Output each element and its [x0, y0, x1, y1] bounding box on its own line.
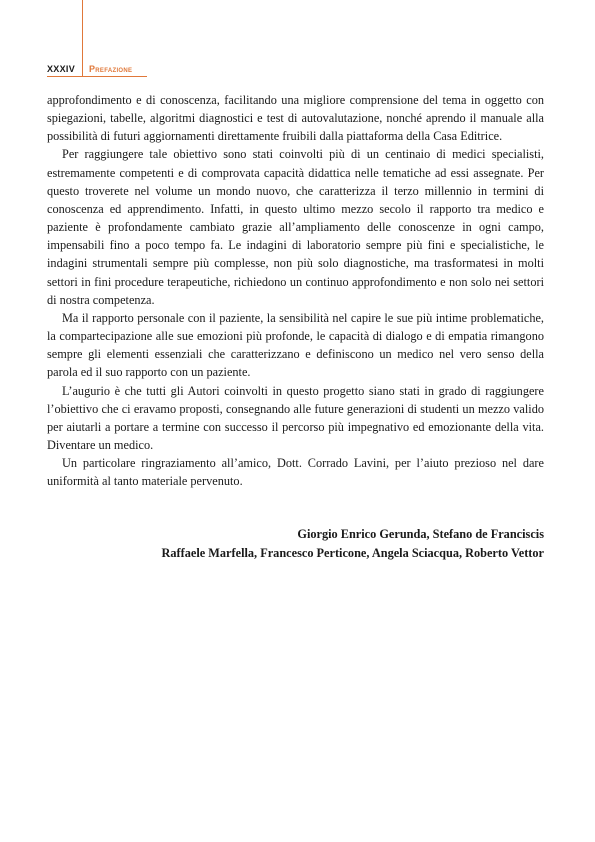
paragraph: approfondimento e di conoscenza, facilitando una migliore comprensione del tema in oggetto con spiegazioni, tabelle, algoritmi diagnostici e test di autovalutazione, nonché aprendo il manuale alla possibilità di futuri aggiornamenti direttamente fruibili dalla piattaforma della Casa Editrice. [47, 93, 544, 144]
signature-line: Raffaele Marfella, Francesco Perticone, Angela Sciacqua, Roberto Vettor [161, 546, 544, 560]
body-text [47, 91, 544, 490]
page-number: XXXIV [47, 64, 76, 74]
paragraph: Ma il rapporto personale con il paziente, la sensibilità nel capire le sue più intime problematiche, la compartecipazione alle sue emozioni più profonde, le capacità di dialogo e di empatia rimangono sempre gli elementi essenziali che caratterizzano e definiscono un medico nel vero senso della parola ed il suo rapporto con un paziente. [47, 310, 544, 380]
signature-line: Giorgio Enrico Gerunda, Stefano de Franciscis [297, 527, 544, 541]
running-head: Prefazione [89, 64, 133, 74]
paragraph: L’augurio è che tutti gli Autori coinvolti in questo progetto siano stati in grado di raggiungere l’obiettivo che ci eravamo proposti, consegnando alle future generazioni di studenti un mezzo valido per aiutarli a portare a termine con successo il percorso più impegnativo ed emozionante della vita. Diventare un medico. [47, 383, 544, 452]
paragraph: Un particolare ringraziamento all’amico, Dott. Corrado Lavini, per l’aiuto prezioso nel dare uniformità al tanto materiale pervenuto. [47, 456, 544, 489]
header-horizontal-rule [47, 76, 147, 77]
paragraph: Per raggiungere tale obiettivo sono stati coinvolti più di un centinaio di medici specialisti, estremamente competenti e di comprovata capacità didattica nelle tematiche ad essi assegnate. Per questo troverete nel volume un mondo nuovo, che caratterizza il terzo millennio in termini di conoscenza ed apprendimento. Infatti, in questo ultimo mezzo secolo il rapporto tra medico e paziente è profondamente cambiato grazie all’ampliamento delle conoscenze in ogni campo, impensabili fino a poco tempo fa. Le indagini di laboratorio sempre più fini e specialistiche, le indagini strumentali sempre più complesse, non più solo diagnostiche, ma trasformatesi in molti settori in fini procedure terapeutiche, richiedono un continuo approfondimento e non solo nei settori di nostra competenza. [47, 147, 544, 307]
signature-block [162, 525, 544, 563]
header-vertical-rule [82, 0, 83, 77]
